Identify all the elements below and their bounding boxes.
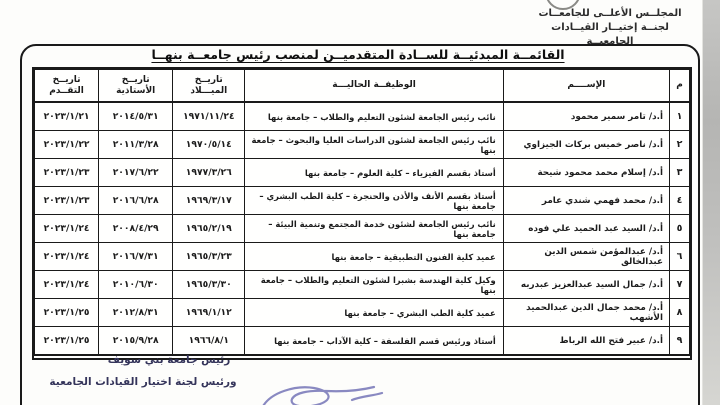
- candidate-row: [35, 243, 690, 271]
- cell-professorship-date: ٢٠١٦/٧/٣١: [99, 243, 173, 271]
- cell-position: عميد كلية الطب البشري – جامعة بنها: [245, 299, 503, 327]
- cell-name: أ.د/ عبير فتح الله الرباط: [503, 327, 669, 356]
- scan-edge-shadow: [702, 0, 720, 405]
- col-header-application-date: تاريــخ التقــدم: [35, 70, 99, 103]
- cell-position: أستاذ بقسم الأنف والأذن والحنجرة – كلية الطب البشري – جامعة بنها: [245, 187, 503, 215]
- candidate-row: [35, 159, 690, 187]
- cell-birth-date: ١٩٦٥/٢/١٩: [173, 215, 245, 243]
- col-header-birth-date: تاريــخ الميـــلاد: [173, 70, 245, 103]
- org-name-line1: المجلــس الأعلــى للجامعــات: [538, 8, 682, 19]
- org-name-line2: لجنــة إختيــار القيــادات الجامعيــة: [551, 22, 669, 47]
- cell-name: أ.د/ محمد جمال الدين عبدالحميد الأشهب: [503, 299, 669, 327]
- candidate-row: [35, 271, 690, 299]
- cell-birth-date: ١٩٦٥/٣/٢٣: [173, 243, 245, 271]
- cell-birth-date: ١٩٧١/١١/٢٤: [173, 102, 245, 131]
- cell-name: أ.د/ إسلام محمد محمود شيحة: [503, 159, 669, 187]
- candidate-row: [35, 215, 690, 243]
- cell-professorship-date: ٢٠١٦/٦/٢٨: [99, 187, 173, 215]
- document-title: القائمــة المبدئيــة للســادة المتقدميــن لمنصب رئيس جامعــة بنهــا: [151, 47, 565, 62]
- cell-application-date: ٢٠٢٣/١/٢١: [35, 102, 99, 131]
- cell-professorship-date: ٢٠١٥/٩/٢٨: [99, 327, 173, 356]
- cell-professorship-date: ٢٠١٢/٨/٣١: [99, 299, 173, 327]
- cell-application-date: ٢٠٢٣/١/٢٢: [35, 131, 99, 159]
- cell-application-date: ٢٠٢٣/١/٢٣: [35, 187, 99, 215]
- signatory-title-line1: رئيس جامعة بني سويف: [107, 354, 231, 366]
- cell-serial: ٣: [669, 159, 689, 187]
- cell-birth-date: ١٩٦٥/٣/٣٠: [173, 271, 245, 299]
- cell-position: نائب رئيس الجامعة لشئون الدراسات العليا والبحوث – جامعة بنها: [245, 131, 503, 159]
- cell-professorship-date: ٢٠١١/٣/٢٨: [99, 131, 173, 159]
- cell-position: عميد كلية الفنون التطبيقية – جامعة بنها: [245, 243, 503, 271]
- candidate-row: [35, 102, 690, 131]
- cell-position: وكيل كلية الهندسة بشبرا لشئون التعليم والطلاب – جامعة بنها: [245, 271, 503, 299]
- cell-birth-date: ١٩٦٦/٨/١: [173, 327, 245, 356]
- candidate-row: [35, 187, 690, 215]
- cell-application-date: ٢٠٢٣/١/٢٤: [35, 215, 99, 243]
- cell-birth-date: ١٩٦٩/١/١٢: [173, 299, 245, 327]
- cell-position: أستاذ ورئيس قسم الفلسفة – كلية الآداب – جامعة بنها: [245, 327, 503, 356]
- cell-application-date: ٢٠٢٣/١/٢٥: [35, 327, 99, 356]
- candidate-row: [35, 131, 690, 159]
- col-header-position: الوظيفــة الحاليـــة: [245, 70, 503, 103]
- candidate-row: [35, 299, 690, 327]
- handwritten-signature-icon: [256, 384, 396, 405]
- col-header-name: الإســــم: [503, 70, 669, 103]
- cell-birth-date: ١٩٧٠/٥/١٤: [173, 131, 245, 159]
- cell-serial: ٧: [669, 271, 689, 299]
- cell-application-date: ٢٠٢٣/١/٢٤: [35, 243, 99, 271]
- col-header-serial: م: [669, 70, 689, 103]
- cell-name: أ.د/ السيد عبد الحميد علي فوده: [503, 215, 669, 243]
- cell-serial: ٤: [669, 187, 689, 215]
- cell-position: أستاذ بقسم الفيزياء – كلية العلوم – جامعة بنها: [245, 159, 503, 187]
- cell-professorship-date: ٢٠٠٨/٤/٢٩: [99, 215, 173, 243]
- cell-birth-date: ١٩٧٧/٣/٢٦: [173, 159, 245, 187]
- org-header: [533, 7, 687, 49]
- cell-serial: ١: [669, 102, 689, 131]
- table-header-row: [35, 70, 690, 103]
- cell-name: أ.د/ تامر سمير محمود: [503, 102, 669, 131]
- cell-professorship-date: ٢٠١٧/٦/٢٢: [99, 159, 173, 187]
- cell-application-date: ٢٠٢٣/١/٢٥: [35, 299, 99, 327]
- cell-name: أ.د/ جمال السيد عبدالعزيز عبدربه: [503, 271, 669, 299]
- cell-professorship-date: ٢٠١٠/٦/٣٠: [99, 271, 173, 299]
- cell-application-date: ٢٠٢٣/١/٢٣: [35, 159, 99, 187]
- candidates-table-wrap: [32, 67, 692, 360]
- cell-name: أ.د/ عبدالمؤمن شمس الدين عبدالخالق: [503, 243, 669, 271]
- cell-application-date: ٢٠٢٣/١/٢٤: [35, 271, 99, 299]
- cell-name: أ.د/ محمد فهمي شندي عامر: [503, 187, 669, 215]
- cell-professorship-date: ٢٠١٤/٥/٣١: [99, 102, 173, 131]
- cell-serial: ٩: [669, 327, 689, 356]
- candidates-table: [34, 69, 690, 356]
- cell-serial: ٦: [669, 243, 689, 271]
- col-header-professorship-date: تاريــخ الأستاذية: [99, 70, 173, 103]
- cell-serial: ٢: [669, 131, 689, 159]
- signatory-title-line2: ورئيس لجنة اختيار القيادات الجامعية: [49, 376, 237, 388]
- candidate-row: [35, 327, 690, 356]
- cell-serial: ٥: [669, 215, 689, 243]
- cell-serial: ٨: [669, 299, 689, 327]
- cell-birth-date: ١٩٦٩/٣/١٧: [173, 187, 245, 215]
- cell-position: نائب رئيس الجامعة لشئون التعليم والطلاب – جامعة بنها: [245, 102, 503, 131]
- cell-position: نائب رئيس الجامعة لشئون خدمة المجتمع وتنمية البيئة – جامعة بنها: [245, 215, 503, 243]
- cell-name: أ.د/ ناصر خميس بركات الجيزاوي: [503, 131, 669, 159]
